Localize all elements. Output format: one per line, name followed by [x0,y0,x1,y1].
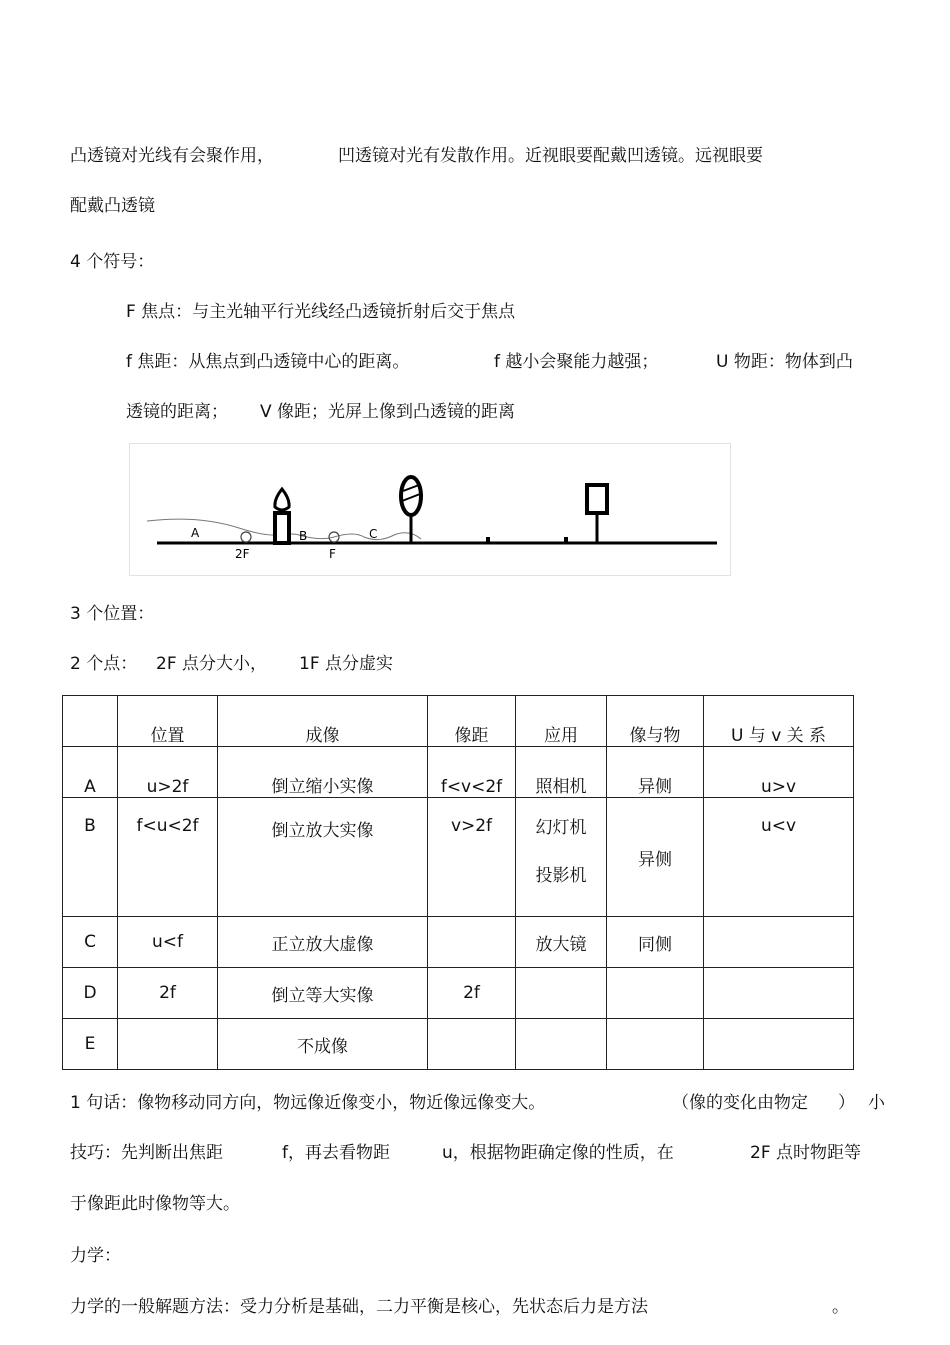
imaging-table [62,695,854,1070]
application-projector-slide: 幻灯机 [535,818,587,838]
header-cell: 像距 [428,696,516,747]
table-cell: D [63,968,118,1019]
mechanics-heading: 力学： [70,1246,121,1266]
screen-icon [587,485,607,543]
header-cell: 像与物 [607,696,704,747]
table-cell: 2f [428,968,516,1019]
table-cell: 异侧 [607,747,704,798]
tip-text-4: 2F 点时物距等 [750,1143,861,1163]
point-1F-text: 1F 点分虚实 [299,654,393,674]
table-row [63,747,854,798]
table-header-row [63,696,854,747]
mechanics-method-period: 。 [832,1297,849,1317]
header-cell: U 与 v 关 系 [704,696,854,747]
symbol-f-smaller-text: f 越小会聚能力越强； [494,352,659,372]
table-cell [118,1019,218,1070]
table-cell: 放大镜 [516,917,607,968]
mechanics-method-text: 力学的一般解题方法：受力分析是基础，二力平衡是核心，先状态后力是方法 [70,1297,648,1317]
table-cell: v>2f [428,798,516,917]
table-cell [607,968,704,1019]
table-cell [607,1019,704,1070]
table-cell [516,798,607,917]
table-cell: A [63,747,118,798]
axis-dot-1 [486,537,490,542]
table-cell: 异侧 [607,798,704,917]
table-cell: 倒立放大实像 [218,798,428,917]
diagram-label-F: F [329,547,336,561]
point-2F-text: 2F 点分大小， [156,654,267,674]
table-cell: 同侧 [607,917,704,968]
table-cell: B [63,798,118,917]
table-cell: 照相机 [516,747,607,798]
table-row [63,798,854,917]
header-cell [63,696,118,747]
symbol-F: F 焦点：与主光轴平行光线经凸透镜折射后交于焦点 [126,302,516,322]
header-cell: 成像 [218,696,428,747]
table-cell: 不成像 [218,1019,428,1070]
table-cell: E [63,1019,118,1070]
concave-lens-text: 凹透镜对光有发散作用。近视眼要配戴凹透镜。远视眼要 [338,146,763,166]
sentence-note-close: ） [838,1093,855,1113]
symbol-U-cont-text: 透镜的距离； [126,402,228,422]
symbol-V-text: V 像距；光屏上像到凸透镜的距离 [260,402,516,422]
positions-heading: 3 个位置： [70,604,155,624]
convex-lens-text: 凸透镜对光线有会聚作用， [70,146,274,166]
table-cell [704,917,854,968]
table-cell [428,917,516,968]
tip-text-2: f，再去看物距 [282,1143,390,1163]
table-cell: 倒立缩小实像 [218,747,428,798]
sentence-note-open: （像的变化由物定 [672,1093,808,1113]
sentence-text: 1 句话：像物移动同方向，物远像近像变小，物近像远像变大。 [70,1093,546,1113]
diagram-label-A: A [191,526,200,540]
header-cell: 位置 [118,696,218,747]
symbols-heading: 4 个符号： [70,252,155,272]
intro-line-2: 配戴凸透镜 [70,196,155,216]
table-cell: f<v<2f [428,747,516,798]
table-cell: 倒立等大实像 [218,968,428,1019]
application-projector: 投影机 [535,866,587,886]
table-cell [516,1019,607,1070]
point-2F-marker [241,532,251,542]
table-cell: C [63,917,118,968]
points-label: 2 个点： [70,654,138,674]
symbol-f-text: f 焦距：从焦点到凸透镜中心的距离。 [126,352,410,372]
table-cell [704,1019,854,1070]
lens-position-diagram [129,443,731,576]
table-cell: u<f [118,917,218,968]
table-row [63,917,854,968]
table-row [63,1019,854,1070]
axis-dot-2 [564,537,568,542]
tip-text-1: 技巧：先判断出焦距 [70,1143,223,1163]
table-cell [428,1019,516,1070]
diagram-label-C: C [369,527,378,541]
diagram-label-B: B [299,529,308,543]
header-cell: 应用 [516,696,607,747]
table-cell: 2f [118,968,218,1019]
diagram-frame [130,444,731,576]
candle-icon [275,489,289,543]
table-cell: u>2f [118,747,218,798]
table-cell [516,968,607,1019]
symbol-U-text: U 物距：物体到凸 [716,352,853,372]
diagram-label-2F: 2F [235,547,250,561]
tip-text-3: u，根据物距确定像的性质，在 [442,1143,674,1163]
table-cell: u>v [704,747,854,798]
table-cell: f<u<2f [118,798,218,917]
tip-line-2: 于像距此时像物等大。 [70,1194,240,1214]
table-row [63,968,854,1019]
table-cell: 正立放大虚像 [218,917,428,968]
table-cell [704,968,854,1019]
table-cell: u<v [704,798,854,917]
tip-prefix: 小 [868,1093,885,1113]
